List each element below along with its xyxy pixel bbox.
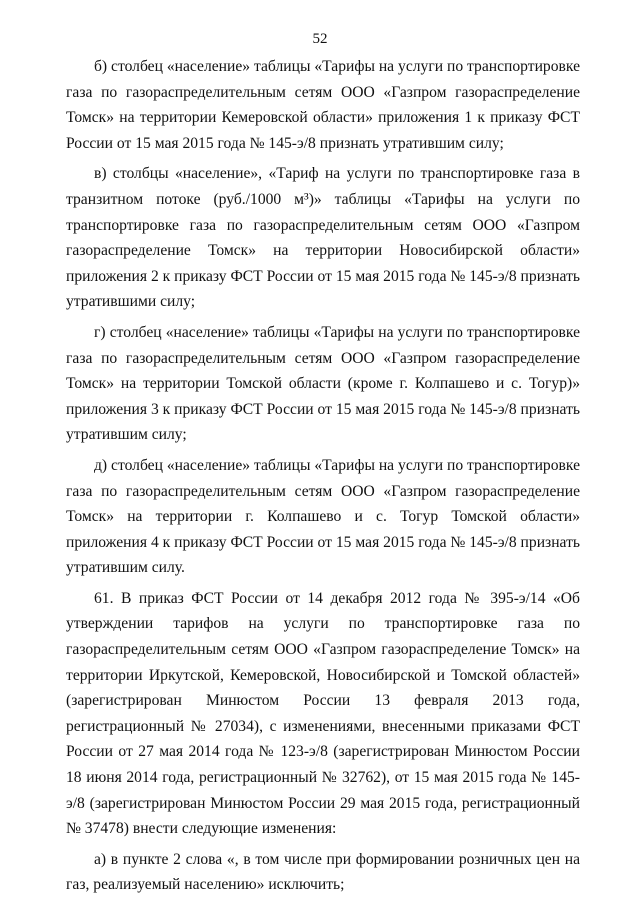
paragraph-d: д) столбец «население» таблицы «Тарифы на услуги по транспортировке газа по газораспределительным сетям ООО «Газпром газораспределение Томск» на территории г. Колпашево и с. Тогур Томской области» приложения 4 к приказу ФСТ России от 15 мая 2015 года № 145-э/8 признать утратившим силу. <box>66 456 580 577</box>
paragraph-b: б) столбец «население» таблицы «Тарифы на услуги по транспортировке газа по газораспределительным сетям ООО «Газпром газораспределение Томск» на территории Кемеровской области» приложения 1 к приказу ФСТ России от 15 мая 2015 года № 145-э/8 признать утратившим силу; <box>66 58 580 152</box>
paragraph-a: а) в пункте 2 слова «, в том числе при формировании розничных цен на газ, реализуемый населению» исключить; <box>66 850 580 894</box>
paragraph-v: в) столбцы «население», «Тариф на услуги по транспортировке газа в транзитном потоке (руб./1000 м³)» таблицы «Тарифы на услуги по транспортировке газа по газораспределительным сетям ООО «Газпром газораспределение Томск» на территории Новосибирской области» приложения 2 к приказу ФСТ России от 15 мая 2015 года № 145-э/8 признать утратившими силу; <box>66 165 580 311</box>
paragraph-61: 61. В приказ ФСТ России от 14 декабря 2012 года № 395-э/14 «Об утверждении тарифов на услуги по транспортировке газа по газораспределительным сетям ООО «Газпром газораспределение Томск» на территории Иркутской, Кемеровской, Новосибирской и Томской областей» (зарегистрирован Минюстом России 13 февраля 2013 года, регистрационный № 27034), с изменениями, внесенными приказами ФСТ России от 27 мая 2014 года № 123-э/8 (зарегистрирован Минюстом России 18 июня 2014 года, регистрационный № 32762), от 15 мая 2015 года № 145-э/8 (зарегистрирован Минюстом России 29 мая 2015 года, регистрационный № 37478) внести следующие изменения: <box>66 589 580 838</box>
document-body <box>66 54 580 898</box>
paragraph-g: г) столбец «население» таблицы «Тарифы на услуги по транспортировке газа по газораспределительным сетям ООО «Газпром газораспределение Томск» на территории Томской области (кроме г. Колпашево и с. Тогур)» приложения 3 к приказу ФСТ России от 15 мая 2015 года № 145-э/8 признать утратившим силу; <box>66 323 580 444</box>
page-number: 52 <box>312 31 328 47</box>
